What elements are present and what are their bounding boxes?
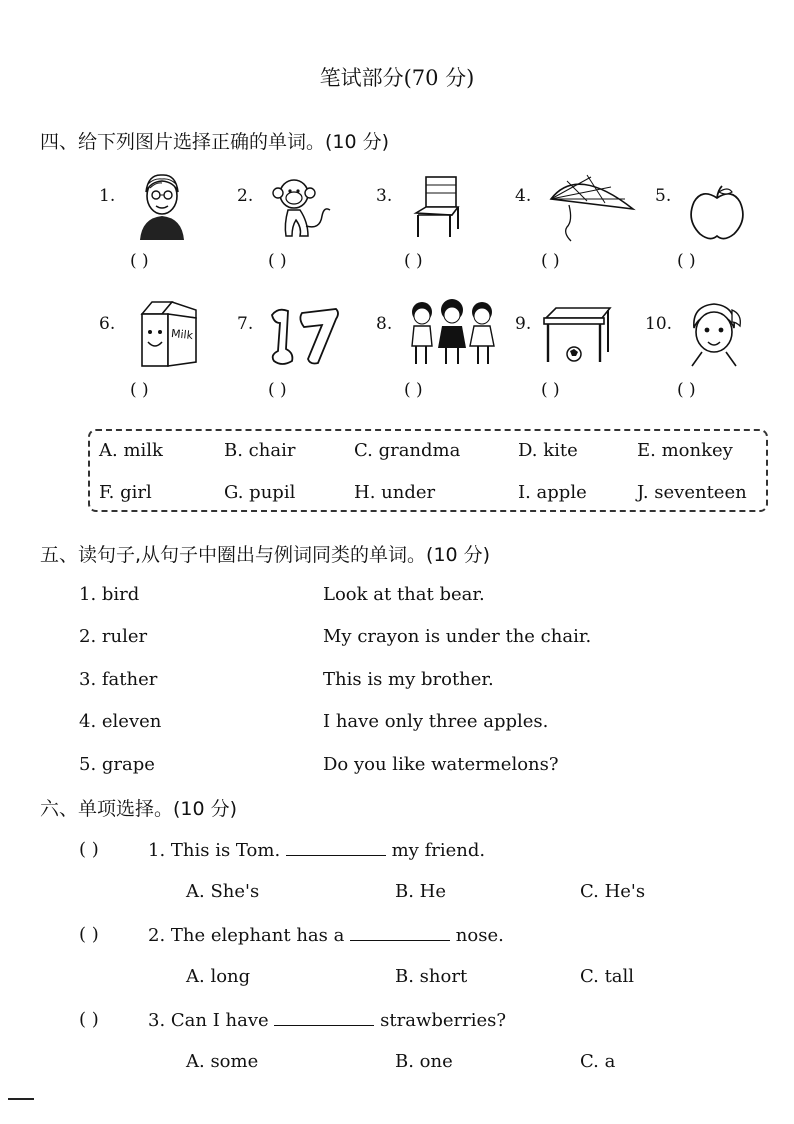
choice[interactable]: B. one	[395, 1051, 453, 1072]
choice[interactable]: B. He	[395, 881, 447, 902]
item-number: 10.	[645, 314, 673, 334]
example-word: 5. grape	[79, 754, 155, 775]
choice[interactable]: B. short	[395, 966, 468, 987]
word-option: B. chair	[224, 440, 296, 461]
milk-carton-icon	[138, 300, 200, 368]
item-number: 1.	[99, 186, 116, 206]
answer-paren[interactable]: ( )	[130, 380, 149, 400]
item-number: 7.	[237, 314, 254, 334]
question-1	[148, 839, 485, 861]
word-option: F. girl	[99, 482, 152, 503]
section4-heading: 四、给下列图片选择正确的单词。(10 分)	[40, 131, 390, 153]
sentence[interactable]: Look at that bear.	[323, 584, 485, 605]
answer-blank[interactable]	[350, 924, 450, 941]
answer-paren[interactable]: ( )	[541, 251, 560, 271]
answer-paren[interactable]: ( )	[268, 251, 287, 271]
sentence[interactable]: I have only three apples.	[323, 711, 549, 732]
example-word: 3. father	[79, 669, 158, 690]
example-word: 2. ruler	[79, 626, 148, 647]
item-number: 6.	[99, 314, 116, 334]
page-title: 笔试部分(70 分)	[319, 66, 475, 90]
question-2	[148, 924, 504, 946]
word-option: I. apple	[518, 482, 587, 503]
page-edge-mark	[8, 1098, 34, 1100]
choice[interactable]: A. long	[186, 966, 251, 987]
example-word: 4. eleven	[79, 711, 162, 732]
answer-paren[interactable]: ( )	[404, 380, 423, 400]
sentence[interactable]: My crayon is under the chair.	[323, 626, 592, 647]
section5-heading: 五、读句子,从句子中圈出与例词同类的单词。(10 分)	[40, 544, 491, 566]
sentence[interactable]: This is my brother.	[323, 669, 494, 690]
word-option: E. monkey	[637, 440, 733, 461]
choice[interactable]: A. some	[186, 1051, 259, 1072]
milk-label: Milk	[170, 326, 194, 343]
choice[interactable]: C. a	[580, 1051, 616, 1072]
girl-icon	[684, 300, 744, 368]
answer-paren[interactable]: ( )	[130, 251, 149, 271]
kite-icon	[547, 169, 637, 243]
answer-paren[interactable]: ( )	[677, 251, 696, 271]
number-seventeen-icon	[266, 305, 342, 367]
answer-blank[interactable]	[286, 839, 386, 856]
question-text: 3. Can I have	[148, 1010, 275, 1031]
word-option: H. under	[354, 482, 436, 503]
sentence[interactable]: Do you like watermelons?	[323, 754, 559, 775]
word-option: J. seventeen	[637, 482, 747, 503]
word-option: G. pupil	[224, 482, 296, 503]
answer-paren[interactable]: ( )	[541, 380, 560, 400]
question-text: strawberries?	[374, 1010, 507, 1031]
question-text: my friend.	[385, 840, 486, 861]
question-3	[148, 1009, 506, 1031]
chair-icon	[412, 175, 466, 239]
item-number: 4.	[515, 186, 532, 206]
example-word: 1. bird	[79, 584, 140, 605]
word-option: C. grandma	[354, 440, 461, 461]
choice[interactable]: A. She's	[186, 881, 260, 902]
choice[interactable]: C. tall	[580, 966, 635, 987]
grandma-icon	[134, 170, 190, 240]
answer-blank[interactable]	[274, 1009, 374, 1026]
item-number: 9.	[515, 314, 532, 334]
item-number: 5.	[655, 186, 672, 206]
section6-heading: 六、单项选择。(10 分)	[40, 798, 238, 820]
answer-paren[interactable]: ( )	[79, 924, 99, 945]
item-number: 2.	[237, 186, 254, 206]
answer-paren[interactable]: ( )	[677, 380, 696, 400]
word-option: A. milk	[99, 440, 163, 461]
monkey-icon	[268, 176, 334, 242]
item-number: 3.	[376, 186, 393, 206]
apple-icon	[688, 184, 746, 240]
answer-paren[interactable]: ( )	[404, 251, 423, 271]
question-text: nose.	[450, 925, 504, 946]
pupils-icon	[402, 298, 502, 368]
choice[interactable]: C. He's	[580, 881, 646, 902]
question-text: 2. The elephant has a	[148, 925, 351, 946]
answer-paren[interactable]: ( )	[79, 1009, 99, 1030]
ball-under-table-icon	[540, 306, 612, 366]
answer-paren[interactable]: ( )	[79, 839, 99, 860]
item-number: 8.	[376, 314, 393, 334]
answer-paren[interactable]: ( )	[268, 380, 287, 400]
word-option: D. kite	[518, 440, 578, 461]
question-text: 1. This is Tom.	[148, 840, 286, 861]
